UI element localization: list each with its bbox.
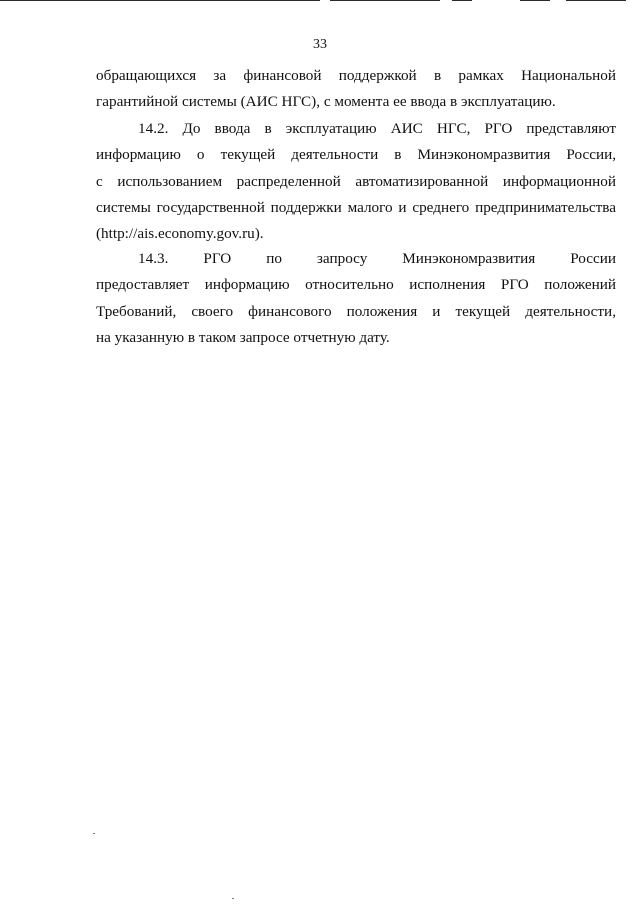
text-line: предоставляет информацию относительно исполнения РГО положений <box>96 276 616 294</box>
text-line: информацию о текущей деятельности в Минэкономразвития России, <box>96 146 616 164</box>
text-line: системы государственной поддержки малого и среднего предпринимательства <box>96 198 616 216</box>
scan-top-edge <box>0 0 640 3</box>
scan-speck <box>232 898 234 899</box>
scan-speck <box>93 833 95 834</box>
page-number: 33 <box>313 37 327 52</box>
text-line: на указанную в таком запросе отчетную дату. <box>96 328 390 346</box>
paragraph-continuation <box>96 63 616 116</box>
paragraph-14-2 <box>96 116 616 247</box>
text-line: 14.3. РГО по запросу Минэкономразвития России <box>138 250 616 267</box>
paragraph-14-3 <box>96 246 616 351</box>
text-line: 14.2. До ввода в эксплуатацию АИС НГС, РГО представляют <box>138 120 616 137</box>
text-line: Требований, своего финансового положения и текущей деятельности, <box>96 302 616 320</box>
text-line: (http://ais.economy.gov.ru). <box>96 225 264 243</box>
text-line: с использованием распределенной автоматизированной информационной <box>96 172 616 190</box>
text-line: обращающихся за финансовой поддержкой в рамках Национальной <box>96 67 616 84</box>
text-line: гарантийной системы (АИС НГС), с момента ее ввода в эксплуатацию. <box>96 93 556 111</box>
